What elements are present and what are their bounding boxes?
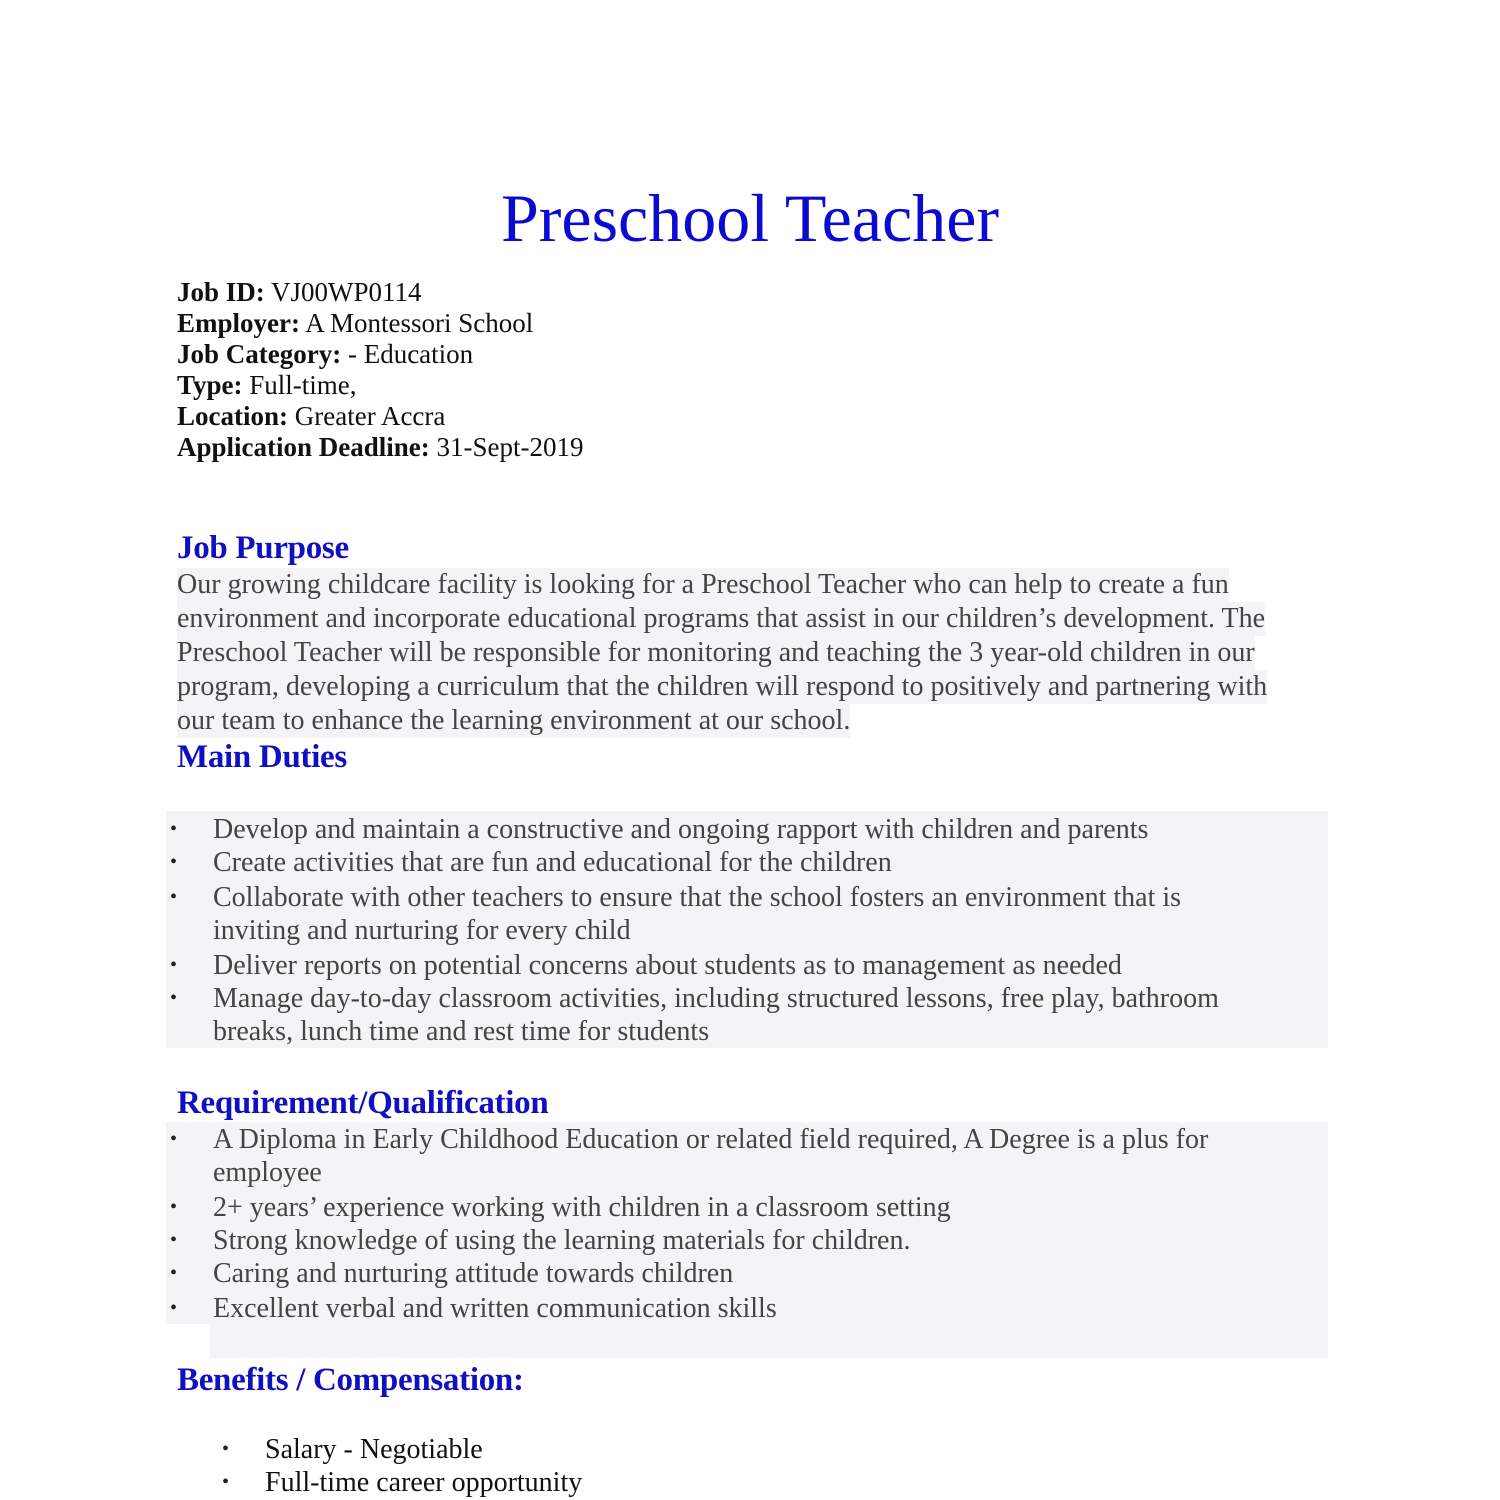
list-item (166, 813, 1328, 846)
list-item (166, 949, 1328, 982)
meta-value: Full-time, (249, 370, 357, 400)
bullet-icon: • (170, 1128, 178, 1150)
meta-category (177, 339, 584, 370)
bullet-icon: • (170, 1262, 178, 1284)
benefits-heading: Benefits / Compensation: (177, 1362, 524, 1398)
meta-job-id (177, 277, 584, 308)
paragraph-line: environment and incorporate educational programs that assist in our children’s development. The (177, 603, 1266, 634)
bullet-icon: • (170, 886, 178, 908)
meta-value: VJ00WP0114 (271, 277, 422, 307)
paragraph-line: our team to enhance the learning environment at our school. (177, 705, 851, 736)
meta-label: Location: (177, 401, 288, 431)
bullet-icon: • (170, 851, 178, 873)
meta-value: - Education (347, 339, 474, 369)
item-text: Strong knowledge of using the learning materials for children. (213, 1225, 911, 1256)
item-text: Develop and maintain a constructive and ongoing rapport with children and parents (213, 814, 1149, 845)
bullet-icon: • (170, 818, 178, 840)
meta-type (177, 370, 584, 401)
item-text: employee (213, 1157, 322, 1188)
bullet-icon: • (222, 1438, 230, 1460)
job-purpose-text (177, 568, 1267, 738)
paragraph-line: Our growing childcare facility is looking for a Preschool Teacher who can help to create a fun (177, 569, 1229, 600)
meta-deadline (177, 432, 584, 463)
benefits-list (166, 1433, 1328, 1499)
meta-value: A Montessori School (305, 308, 534, 338)
item-text: Caring and nurturing attitude towards children (213, 1258, 734, 1289)
job-meta (177, 277, 584, 463)
requirements-list (166, 1123, 1328, 1325)
meta-label: Employer: (177, 308, 300, 338)
list-item (166, 1257, 1328, 1290)
bullet-icon: • (170, 954, 178, 976)
meta-employer (177, 308, 584, 339)
item-text: Excellent verbal and written communication skills (213, 1293, 777, 1324)
paragraph-line: Preschool Teacher will be responsible for monitoring and teaching the 3 year-old children in our (177, 637, 1255, 668)
requirements-box-tail (210, 1320, 1328, 1358)
list-item (166, 982, 1328, 1048)
list-item (166, 1292, 1328, 1325)
bullet-icon: • (170, 987, 178, 1009)
job-purpose-heading: Job Purpose (177, 530, 349, 566)
item-text: Manage day-to-day classroom activities, including structured lessons, free play, bathroom (213, 983, 1219, 1014)
item-text: Collaborate with other teachers to ensure that the school fosters an environment that is (213, 882, 1182, 913)
list-item (166, 1191, 1328, 1224)
bullet-icon: • (170, 1229, 178, 1251)
item-text: 2+ years’ experience working with children in a classroom setting (213, 1192, 951, 1223)
meta-value: Greater Accra (294, 401, 446, 431)
meta-location (177, 401, 584, 432)
item-text: Create activities that are fun and educational for the children (213, 847, 892, 878)
benefits-container (166, 1433, 1328, 1499)
requirements-container (166, 1123, 1328, 1325)
page-title: Preschool Teacher (500, 180, 1000, 256)
meta-label: Job Category: (177, 339, 342, 369)
item-text: inviting and nurturing for every child (213, 915, 631, 946)
list-item (166, 881, 1328, 947)
item-text: Deliver reports on potential concerns about students as to management as needed (213, 950, 1122, 981)
list-item (166, 1433, 1328, 1466)
list-item (166, 1123, 1328, 1189)
main-duties-box (166, 811, 1328, 1048)
paragraph-line: program, developing a curriculum that the children will respond to positively and partnering with (177, 671, 1268, 702)
item-text: Full-time career opportunity (265, 1467, 583, 1498)
list-item (166, 1466, 1328, 1499)
item-text: Salary - Negotiable (265, 1434, 483, 1465)
meta-value: 31-Sept-2019 (436, 432, 584, 462)
bullet-icon: • (170, 1196, 178, 1218)
main-duties-heading: Main Duties (177, 739, 347, 775)
item-text: breaks, lunch time and rest time for students (213, 1016, 710, 1047)
item-text: A Diploma in Early Childhood Education or related field required, A Degree is a plus for (213, 1124, 1209, 1155)
meta-label: Job ID: (177, 277, 265, 307)
bullet-icon: • (170, 1297, 178, 1319)
bullet-icon: • (222, 1471, 230, 1493)
requirements-heading: Requirement/Qualification (177, 1085, 549, 1121)
list-item (166, 846, 1328, 879)
list-item (166, 1224, 1328, 1257)
main-duties-list (166, 811, 1328, 1048)
meta-label: Type: (177, 370, 243, 400)
meta-label: Application Deadline: (177, 432, 430, 462)
